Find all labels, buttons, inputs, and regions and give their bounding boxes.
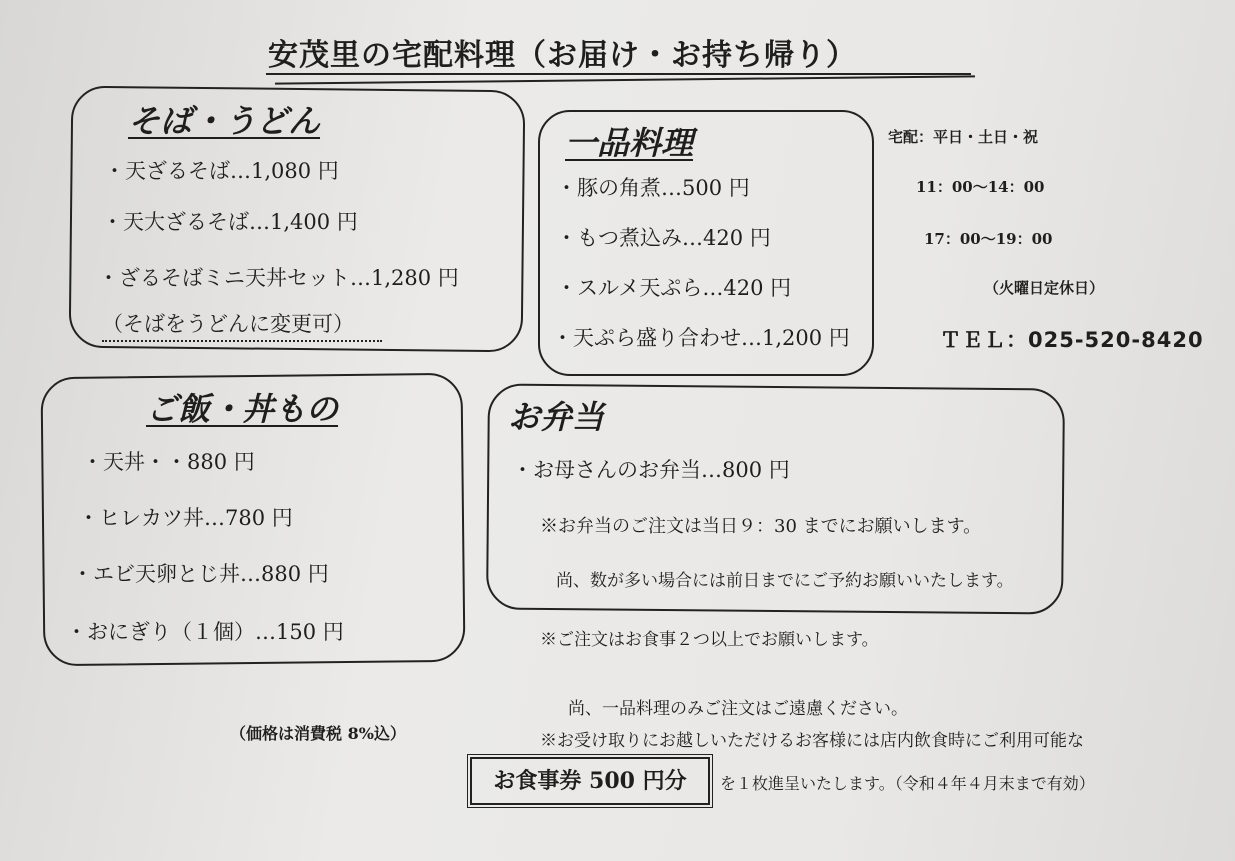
regular-holiday: （火曜日定休日） [984, 279, 1105, 297]
bento-reservation-note: 尚、数が多い場合には前日までにご予約お願いいたします。 [556, 571, 1014, 591]
menu-item: ・お母さんのお弁当…800 円 [512, 458, 790, 482]
menu-item: ・ざるそばミニ天丼セット…1,280 円 [98, 266, 459, 290]
menu-item: ・天ぷら盛り合わせ…1,200 円 [552, 326, 850, 350]
menu-item: ・天丼・・880 円 [82, 450, 255, 474]
bento-order-deadline-note: ※お弁当のご注文は当日９：30 までにお願いします。 [540, 516, 982, 537]
meal-ticket-badge: お食事券 500 円分 [470, 757, 710, 805]
delivery-time-dinner: 17：00〜19：00 [924, 230, 1053, 248]
menu-item: ・天大ざるそば…1,400 円 [102, 210, 358, 234]
bento-heading: お弁当 [508, 398, 605, 436]
menu-item: ・おにぎり（１個）…150 円 [66, 620, 344, 644]
ippin-heading: 一品料理 [565, 124, 694, 162]
menu-item: ・天ざるそば…1,080 円 [104, 159, 339, 183]
pickup-note: ※お受け取りにお越しいただけるお客様には店内飲食時にご利用可能な [540, 731, 1084, 751]
title-underline [266, 73, 971, 75]
soba-heading: そば・うどん [128, 102, 321, 140]
delivery-time-lunch: 11：00〜14：00 [916, 178, 1045, 196]
phone-number: ＴＥＬ：025-520-8420 [940, 328, 1204, 352]
delivery-days: 宅配：平日・土日・祝 [888, 128, 1039, 146]
ippin-only-note: 尚、一品料理のみご注文はご遠慮ください。 [568, 699, 908, 719]
menu-item: ・豚の角煮…500 円 [556, 176, 750, 200]
tax-note: （価格は消費税 8%込） [230, 724, 406, 743]
menu-item: ・もつ煮込み…420 円 [556, 226, 771, 250]
gohan-heading: ご飯・丼もの [146, 390, 339, 428]
menu-item: ・ヒレカツ丼…780 円 [78, 506, 293, 530]
order-minimum-note: ※ご注文はお食事２つ以上でお願いします。 [540, 630, 879, 650]
ticket-note: を１枚進呈いたします。（令和４年４月末まで有効） [720, 774, 1095, 793]
menu-item: ・スルメ天ぷら…420 円 [556, 276, 792, 300]
soba-note: （そばをうどんに変更可） [102, 308, 382, 342]
page-title: 安茂里の宅配料理（お届け・お持ち帰り） [268, 38, 857, 73]
menu-item: ・エビ天卵とじ丼…880 円 [72, 562, 329, 586]
